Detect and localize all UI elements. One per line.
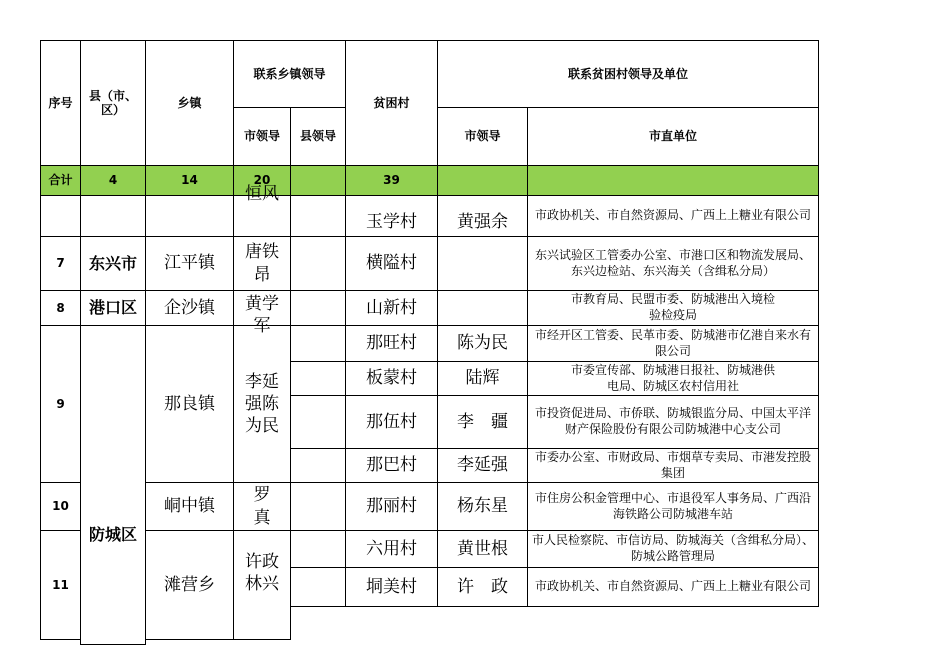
row10-town-leader-text: 罗真 xyxy=(253,485,271,528)
row0-county xyxy=(80,195,146,237)
row10-county-leader xyxy=(290,482,346,531)
row7-units: 东兴试验区工管委办公室、市港口区和物流发展局、东兴边检站、东兴海关（含缉私分局） xyxy=(527,236,819,291)
row9c-leader: 李 疆 xyxy=(437,395,528,449)
row10-town: 峒中镇 xyxy=(145,482,234,531)
row11-town-leader xyxy=(233,530,291,640)
row9-county-leader-3 xyxy=(290,395,346,449)
header-county-leader: 县领导 xyxy=(290,107,346,166)
total-county-leader xyxy=(290,165,346,196)
row9-seq: 9 xyxy=(40,325,81,483)
row9b-units: 市委宣传部、防城港日报社、防城港供电局、防城区农村信用社 xyxy=(527,361,819,396)
row11a-leader: 黄世根 xyxy=(437,530,528,568)
county-fangcheng: 防城区 xyxy=(80,325,146,645)
row11b-units: 市政协机关、市自然资源局、广西上上糖业有限公司 xyxy=(527,567,819,607)
row11-seq: 11 xyxy=(40,530,81,640)
row10-leader: 杨东星 xyxy=(437,482,528,531)
row9-county-leader-1 xyxy=(290,325,346,362)
row8-village: 山新村 xyxy=(345,290,438,326)
row9-town-leader xyxy=(233,325,291,483)
row9a-leader: 陈为民 xyxy=(437,325,528,362)
row8-town-leader xyxy=(233,290,291,337)
row9b-leader: 陆辉 xyxy=(437,361,528,396)
spreadsheet xyxy=(40,40,819,606)
header-town-leaders: 联系乡镇领导 xyxy=(233,40,346,108)
header-city-units: 市直单位 xyxy=(527,107,819,166)
row0-county-leader xyxy=(290,195,346,237)
row7-seq: 7 xyxy=(40,236,81,291)
row8-leader xyxy=(437,290,528,326)
row7-town-leader-text: 唐铁昂 xyxy=(244,242,279,285)
row0-village: 玉学村 xyxy=(345,195,438,237)
header-town: 乡镇 xyxy=(145,40,234,166)
row0-leader: 黄强余 xyxy=(437,195,528,237)
row8-units: 市教育局、民盟市委、防城港出入境检验检疫局 xyxy=(527,290,819,326)
header-city-leader: 市领导 xyxy=(233,107,291,166)
row11-town-leader-text: 许政林兴 xyxy=(244,552,279,595)
row11-county-leader-2 xyxy=(290,567,346,607)
row9d-units: 市委办公室、市财政局、市烟草专卖局、市港发控股集团 xyxy=(527,448,819,483)
row8-county-leader xyxy=(290,290,346,326)
row9d-village: 那巴村 xyxy=(345,448,438,483)
row9c-village: 那伍村 xyxy=(345,395,438,449)
row0-town-leader-text: 恒风 xyxy=(245,184,279,204)
row11b-village: 垌美村 xyxy=(345,567,438,607)
row8-seq: 8 xyxy=(40,290,81,326)
total-county: 4 xyxy=(80,165,146,196)
row9c-units: 市投资促进局、市侨联、防城银监分局、中国太平洋财产保险股份有限公司防城港中心支公司 xyxy=(527,395,819,449)
row0-town xyxy=(145,195,234,237)
total-label: 合计 xyxy=(40,165,81,196)
row9-county-leader-2 xyxy=(290,361,346,396)
row8-town-leader-text: 黄学军 xyxy=(244,294,279,337)
row11-county-leader-1 xyxy=(290,530,346,568)
row7-county-leader xyxy=(290,236,346,291)
row7-leader xyxy=(437,236,528,291)
row10-town-leader xyxy=(233,482,291,531)
row8-town: 企沙镇 xyxy=(145,290,234,326)
row9-county-leader-4 xyxy=(290,448,346,483)
total-village: 39 xyxy=(345,165,438,196)
row10-units: 市住房公积金管理中心、市退役军人事务局、广西沿海铁路公司防城港车站 xyxy=(527,482,819,531)
total-village-leader xyxy=(437,165,528,196)
row11b-leader: 许 政 xyxy=(437,567,528,607)
row11-town: 滩营乡 xyxy=(145,530,234,640)
row9-town: 那良镇 xyxy=(145,325,234,483)
row7-town: 江平镇 xyxy=(145,236,234,291)
row8-county: 港口区 xyxy=(80,290,146,326)
header-county: 县（市、区） xyxy=(80,40,146,166)
header-village-leaders: 联系贫困村领导及单位 xyxy=(437,40,819,108)
row9d-leader: 李延强 xyxy=(437,448,528,483)
row7-county: 东兴市 xyxy=(80,236,146,291)
row9-town-leader-text: 李延强陈为民 xyxy=(244,371,279,437)
row10-seq: 10 xyxy=(40,482,81,531)
row0-town-leader xyxy=(233,184,291,237)
total-town: 14 xyxy=(145,165,234,196)
header-seq: 序号 xyxy=(40,40,81,166)
header-village-city-leader: 市领导 xyxy=(437,107,528,166)
row9a-village: 那旺村 xyxy=(345,325,438,362)
row11a-village: 六用村 xyxy=(345,530,438,568)
total-city-leader: 20 xyxy=(233,165,291,196)
row0-units: 市政协机关、市自然资源局、广西上上糖业有限公司 xyxy=(527,195,819,237)
header-village: 贫困村 xyxy=(345,40,438,166)
row11a-units: 市人民检察院、市信访局、防城海关（含缉私分局）、防城公路管理局 xyxy=(527,530,819,568)
row10-village: 那丽村 xyxy=(345,482,438,531)
total-units xyxy=(527,165,819,196)
row9a-units: 市经开区工管委、民革市委、防城港市亿港自来水有限公司 xyxy=(527,325,819,362)
row7-village: 横隘村 xyxy=(345,236,438,291)
row7-town-leader xyxy=(233,236,291,291)
row9b-village: 板蒙村 xyxy=(345,361,438,396)
row0-seq xyxy=(40,195,81,237)
